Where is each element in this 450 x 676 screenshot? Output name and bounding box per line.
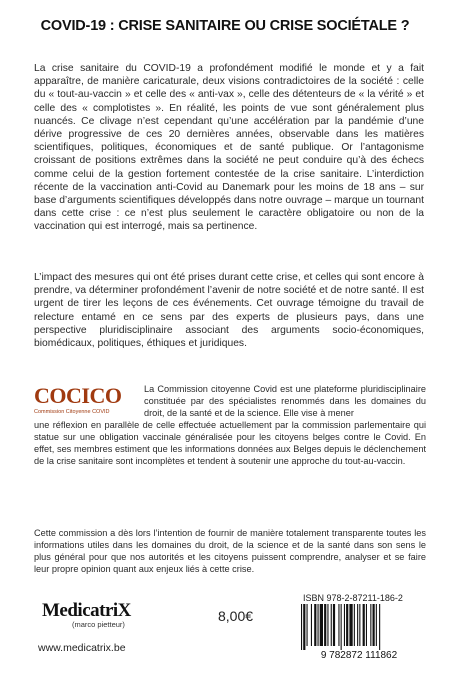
barcode-bar [344,604,345,646]
logo-word: COCICO [34,383,122,408]
impact-paragraph: L’impact des mesures qui ont été prises durant cette crise, et celles qui sont encore à prendre, va déterminer profondément l’avenir de notre société et de notre santé. Il est urgent de tirer les leçons de ces événements. Cet ouvrage témoigne du travail de relecture entamé en ce sens par des experts de plusieurs pays, dans une perspective pluridisciplinaire associant des arguments socio-économiques, biomédicaux, politiques, éthiques et juridiques. [34,272,424,350]
barcode-bar [301,604,302,650]
barcode-bar [363,604,365,646]
publisher-subtitle: (marco pietteur) [72,620,125,629]
commission-paragraph-bottom: une réflexion en parallèle de celle effectuée actuellement par la commission parlementaire qui statue sur une obligation vaccinale généralisée pour les citoyens belges contre le Covid. En effet, ses membres estiment que les informations données aux Belges depuis le déclenchement de la crise sanitaire sont incomplètes et tendent à soutenir une approche du tout-au-vaccin. [34,420,426,466]
barcode-bar [349,604,352,646]
barcode-bar [346,604,348,646]
barcode-bar [366,604,367,646]
barcode-bar [373,604,375,646]
commission-intent-paragraph: Cette commission a dès lors l’intention de fournir de manière totalement transparente toutes les informations utiles dans les domaines du droit, de la science et de la santé dans son sens le plus général pour que nos autorités et les citoyens puissent comprendre, analyser et se faire leur propre opinion quant aux enjeux liés à cette crise. [34,528,426,574]
barcode-bar [379,604,380,650]
isbn-label: ISBN 978-2-87211-186-2 [303,593,403,603]
barcode-bar [331,604,332,646]
barcode-bar [327,604,328,646]
barcode-bar [370,604,371,646]
barcode-bar [357,604,358,646]
barcode-bar [324,604,326,646]
barcode-bar [307,604,308,646]
barcode-digits: 9 782872 111862 [320,650,398,660]
commission-paragraph-top: La Commission citoyenne Covid est une plateforme pluridisciplinaire constituée par des spécialistes renommés dans les domaines du droit, de la santé et de la science. Elle vise à mener [144,384,426,418]
barcode-bar [359,604,360,646]
barcode-bar [303,604,305,650]
barcode-bar [314,604,316,646]
price: 8,00€ [218,608,254,624]
barcode-bar [320,604,323,646]
barcode-icon [297,604,421,660]
publisher-logo: MedicatriX [42,600,131,621]
barcode-bar [354,604,355,646]
barcode-bar [338,604,339,646]
barcode-bar [341,604,342,650]
logo-subtitle: Commission Citoyenne COVID [34,409,110,415]
barcode-bar [311,604,312,646]
website-link[interactable]: www.medicatrix.be [38,642,126,654]
barcode-bar [318,604,319,646]
barcode-bar [376,604,377,646]
intro-paragraph: La crise sanitaire du COVID-19 a profondément modifié le monde et y a fait apparaître, de manière caricaturale, deux visions contradictoires de la société : celle du « tout-au-vaccin » et celle des « anti-vax », celle des détenteurs de « la vérité » et celle des « complotistes ». En réalité, les points de vue sont généralement plus nuancés. Ce clivage n’est cependant qu’une accélération par la pandémie d’une dérive progressive de ces 20 dernières années, observable dans les matières scientifiques, politiques, économiques et de santé publique. Or l’antagonisme croissant de positions extrêmes dans la société ne peut conduire qu’à des échecs comme celui de la gestion fortement contestée de la crise sanitaire. L’interdiction récente de la vaccination anti-Covid au Danemark pour les moins de 18 ans – sur base d’arguments scientifiques développés dans notre ouvrage – marque un tournant dans cette crise : ce n’est plus seulement le caractère obligatoire ou non de la vaccination qui est interrogé, mais sa pertinence. [34,63,424,233]
barcode-bar [333,604,335,646]
page-title: COVID-19 : CRISE SANITAIRE OU CRISE SOCIÉTALE ? [40,18,410,34]
